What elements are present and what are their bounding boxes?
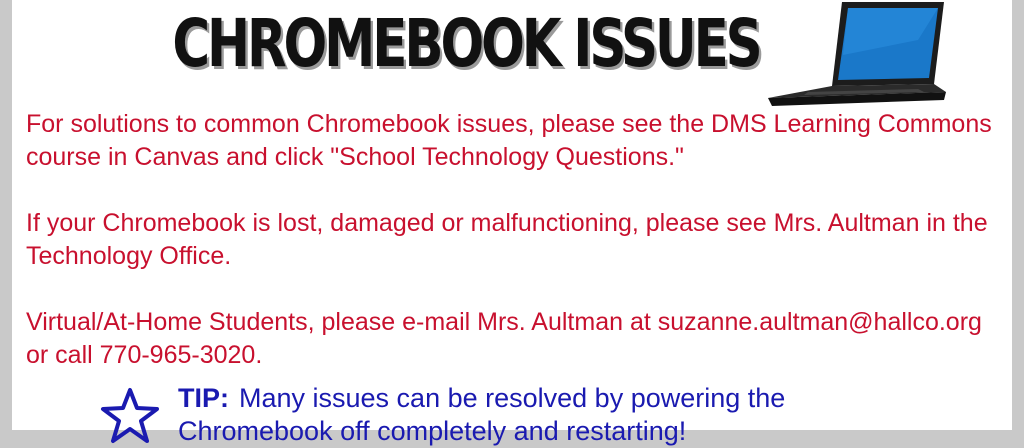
paragraph-lost-damaged: If your Chromebook is lost, damaged or malfunctioning, please see Mrs. Aultman in the Technology Office.: [26, 209, 988, 270]
flyer-page: [12, 0, 1012, 446]
tip-text: [178, 382, 938, 448]
paragraph-solutions: For solutions to common Chromebook issues, please see the DMS Learning Commons course in Canvas and click "School Technology Questions.": [26, 110, 992, 171]
info-text-block: [26, 108, 1001, 405]
tip-section: [100, 382, 1000, 446]
tip-body: Many issues can be resolved by powering the Chromebook off completely and restarting!: [178, 383, 786, 446]
paragraph-contact: Virtual/At-Home Students, please e-mail Mrs. Aultman at suzanne.aultman@hallco.org or call 770-965-3020.: [26, 308, 982, 369]
laptop-icon: [748, 0, 948, 108]
page-title: CHROMEBOOK ISSUES: [172, 5, 760, 82]
tip-label: TIP:: [178, 383, 229, 413]
star-icon: [100, 386, 160, 446]
